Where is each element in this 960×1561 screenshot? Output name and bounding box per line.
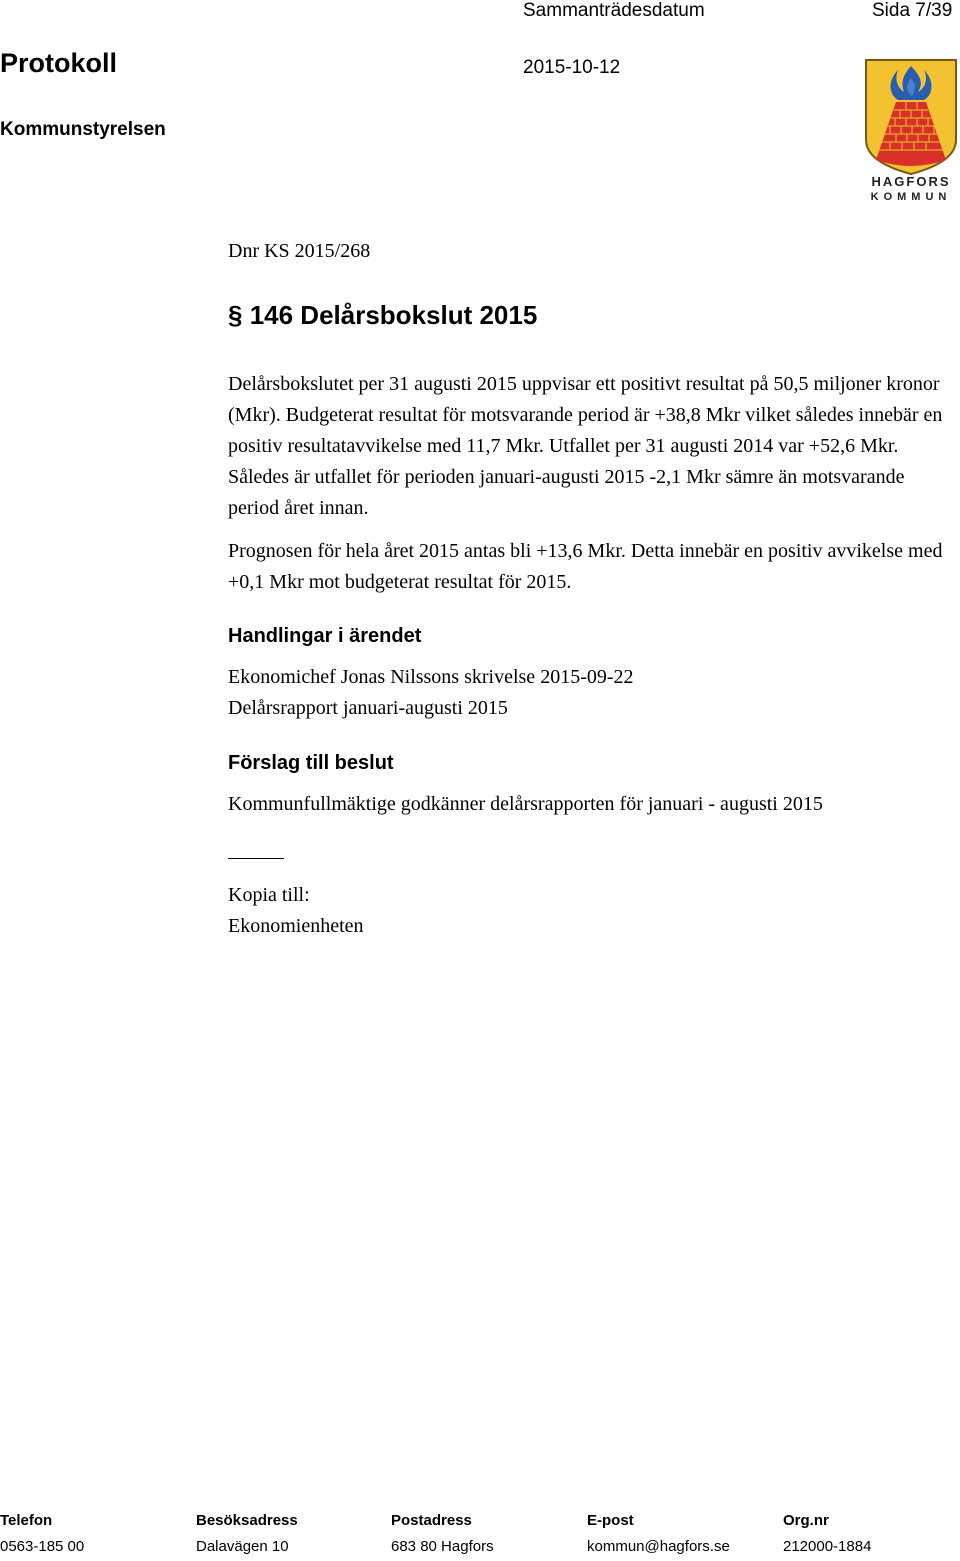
footer-postal-address-label: Postadress <box>391 1512 472 1529</box>
section-title <box>228 300 953 331</box>
section-title-text: 146 Delårsbokslut 2015 <box>249 300 538 330</box>
footer-orgnr-label: Org.nr <box>783 1512 829 1529</box>
divider <box>228 858 284 859</box>
handlingar-heading: Handlingar i ärendet <box>228 625 422 647</box>
footer-email[interactable]: kommun@hagfors.se <box>587 1538 730 1555</box>
footer-orgnr: 212000-1884 <box>783 1538 872 1555</box>
logo-text-kommun: KOMMUN <box>870 191 952 203</box>
footer-phone-label: Telefon <box>0 1512 53 1529</box>
forecast-paragraph: Prognosen för hela året 2015 antas bli +13,6 Mkr. Detta innebär en positiv avvikelse med +0,1 Mkr mot budgeterat resultat för 2015. <box>228 540 943 593</box>
meeting-date: 2015-10-12 <box>523 57 621 78</box>
copy-to-label: Kopia till: <box>228 884 310 906</box>
meeting-date-label: Sammanträdesdatum <box>523 0 705 21</box>
copy-to-recipient: Ekonomienheten <box>228 915 364 937</box>
handlingar-item: Ekonomichef Jonas Nilssons skrivelse 2015-09-22 <box>228 666 634 688</box>
document-title: Protokoll <box>0 48 118 78</box>
handlingar-item: Delårsrapport januari-augusti 2015 <box>228 697 508 719</box>
copy-to-block <box>228 880 953 942</box>
footer-phone: 0563-185 00 <box>0 1538 85 1555</box>
footer-visit-address: Dalavägen 10 <box>196 1538 289 1555</box>
section-symbol: § <box>228 300 243 330</box>
logo-text-hagfors: HAGFORS <box>871 174 951 189</box>
hagfors-kommun-logo <box>862 58 960 204</box>
organization-name: Kommunstyrelsen <box>0 119 166 140</box>
page-number: Sida 7/39 <box>872 0 953 21</box>
footer-postal-address: 683 80 Hagfors <box>391 1538 494 1555</box>
result-paragraph: Delårsbokslutet per 31 augusti 2015 uppvisar ett positivt resultat på 50,5 miljoner kronor (Mkr). Budgeterat resultat för motsvarande period är +38,8 Mkr vilket således innebär en positiv resultatavvikelse med 11,7 Mkr. Utfallet per 31 augusti 2014 var +52,6 Mkr. Således är utfallet för perioden januari-augusti 2015 -2,1 Mkr sämre än motsvarande period året innan. <box>228 373 943 519</box>
handlingar-list <box>228 662 953 724</box>
decision-proposal: Kommunfullmäktige godkänner delårsrapporten för januari - augusti 2015 <box>228 793 823 815</box>
forslag-heading: Förslag till beslut <box>228 752 394 774</box>
footer-visit-address-label: Besöksadress <box>196 1512 298 1529</box>
case-number: Dnr KS 2015/268 <box>228 240 371 262</box>
footer-email-label: E-post <box>587 1512 634 1529</box>
